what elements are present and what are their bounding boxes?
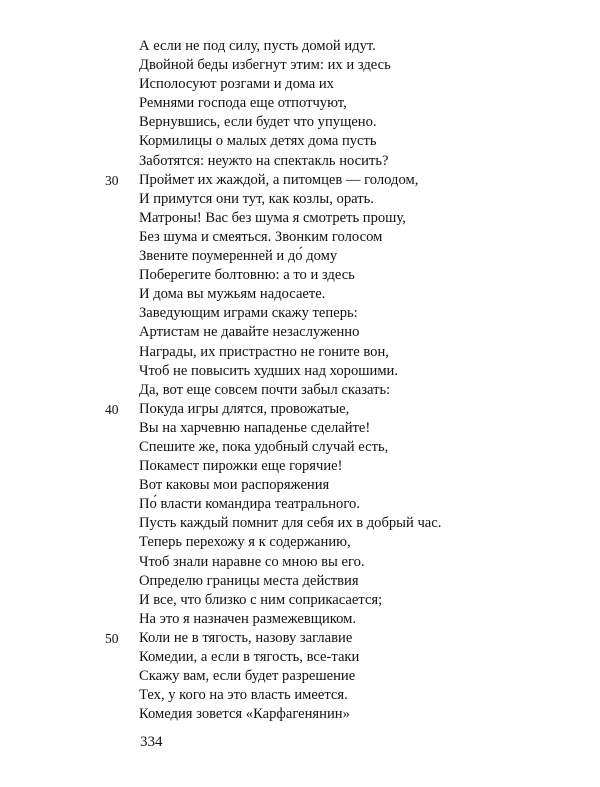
verse-line: [0, 304, 600, 323]
verse-line: [0, 190, 600, 209]
verse-line-text: На это я назначен размежевщиком.: [139, 610, 357, 627]
verse-line: [0, 152, 600, 171]
verse-line: [0, 514, 600, 533]
verse-line-text: Проймет их жаждой, а питомцев — голодом,: [139, 171, 419, 188]
verse-line: [0, 132, 600, 151]
verse-line: [0, 667, 600, 686]
verse-line: [0, 648, 600, 667]
verse-line: [0, 343, 600, 362]
verse-line-text: Покамест пирожки еще горячие!: [139, 458, 343, 475]
verse-line: [0, 400, 600, 419]
line-number: 50: [105, 630, 119, 646]
verse-line-text: Артистам не давайте незаслуженно: [139, 324, 360, 341]
verse-line: [0, 553, 600, 572]
verse-line-text: Заботятся: неужто на спектакль носить?: [139, 152, 389, 169]
verse-line-text: Коли не в тягость, назову заглавие: [139, 629, 353, 646]
verse-line-text: Вернувшись, если будет что упущено.: [139, 114, 377, 131]
verse-line-text: Комедия зовется «Карфагенянин»: [139, 706, 350, 723]
verse-line-text: Без шума и смеяться. Звонким голосом: [139, 228, 383, 245]
verse-line: [0, 610, 600, 629]
verse-line: [0, 495, 600, 514]
verse-line-text: По́ власти командира театрального.: [139, 496, 360, 513]
verse-line-text: Исполосуют розгами и дома их: [139, 76, 334, 93]
verse-line: [0, 438, 600, 457]
verse-line: [0, 629, 600, 648]
verse-line-text: И все, что близко с ним соприкасается;: [139, 591, 383, 608]
verse-line-text: Комедии, а если в тягость, все-таки: [139, 649, 360, 665]
verse-line-text: Матроны! Вас без шума я смотреть прошу,: [139, 209, 406, 226]
line-number: 30: [105, 172, 119, 188]
verse-line-text: Чтоб не повысить худших над хорошими.: [139, 362, 399, 379]
verse-line-text: Тех, у кого на это власть имеется.: [139, 687, 348, 704]
verse-line: [0, 362, 600, 381]
verse-line-text: Награды, их пристрастно не гоните вон,: [139, 343, 389, 360]
verse-line: [0, 591, 600, 610]
verse-line: [0, 533, 600, 552]
verse-line: [0, 56, 600, 75]
verse-line: [0, 75, 600, 94]
verse-line: [0, 285, 600, 304]
verse-line: [0, 572, 600, 591]
verse-line-text: Кормилицы о малых детях дома пусть: [139, 133, 377, 150]
verse-line: [0, 94, 600, 113]
verse-line-text: Спешите же, пока удобный случай есть,: [139, 438, 389, 455]
line-number: 40: [105, 401, 119, 417]
verse-line-text: И примутся они тут, как козлы, орать.: [139, 190, 374, 207]
verse-line-text: Ремнями господа еще отпотчуют,: [139, 95, 347, 112]
verse-line-text: Да, вот еще совсем почти забыл сказать:: [139, 381, 391, 398]
verse-line: [0, 323, 600, 342]
verse-line: [0, 247, 600, 266]
verse-line: [0, 419, 600, 438]
verse-line-text: Покуда игры длятся, провожатые,: [139, 400, 350, 417]
verse-line-text: Вы на харчевню нападенье сделайте!: [139, 419, 371, 436]
verse-line-text: Чтоб знали наравне со мною вы его.: [139, 553, 365, 570]
verse-line-text: Заведующим играми скажу теперь:: [139, 305, 358, 322]
verse-line: [0, 686, 600, 705]
verse-line-text: Скажу вам, если будет разрешение: [139, 668, 356, 685]
verse-line: [0, 37, 600, 56]
verse-line-text: Звените поумеренней и до́ дому: [139, 248, 338, 265]
verse-line-text: И дома вы мужьям надосаете.: [139, 286, 326, 303]
verse-line-text: Определю границы места действия: [139, 572, 359, 589]
verse-line-text: Вот каковы мои распоряжения: [139, 477, 330, 494]
verse-line-text: А если не под силу, пусть домой идут.: [139, 38, 376, 54]
verse-line: [0, 228, 600, 247]
verse-line-text: Двойной беды избегнут этим: их и здесь: [139, 57, 391, 74]
verse-line: [0, 476, 600, 495]
verse-line: [0, 113, 600, 132]
verse-line-text: Теперь перехожу я к содержанию,: [139, 534, 351, 551]
verse-line: [0, 171, 600, 190]
verse-line-text: Поберегите болтовню: а то и здесь: [139, 267, 355, 284]
page-number: 334: [140, 734, 163, 750]
verse-block: [0, 37, 600, 724]
verse-line: [0, 266, 600, 285]
verse-line: [0, 381, 600, 400]
verse-line: [0, 457, 600, 476]
verse-line-text: Пусть каждый помнит для себя их в добрый час.: [139, 515, 442, 532]
verse-line: [0, 705, 600, 724]
verse-line: [0, 209, 600, 228]
